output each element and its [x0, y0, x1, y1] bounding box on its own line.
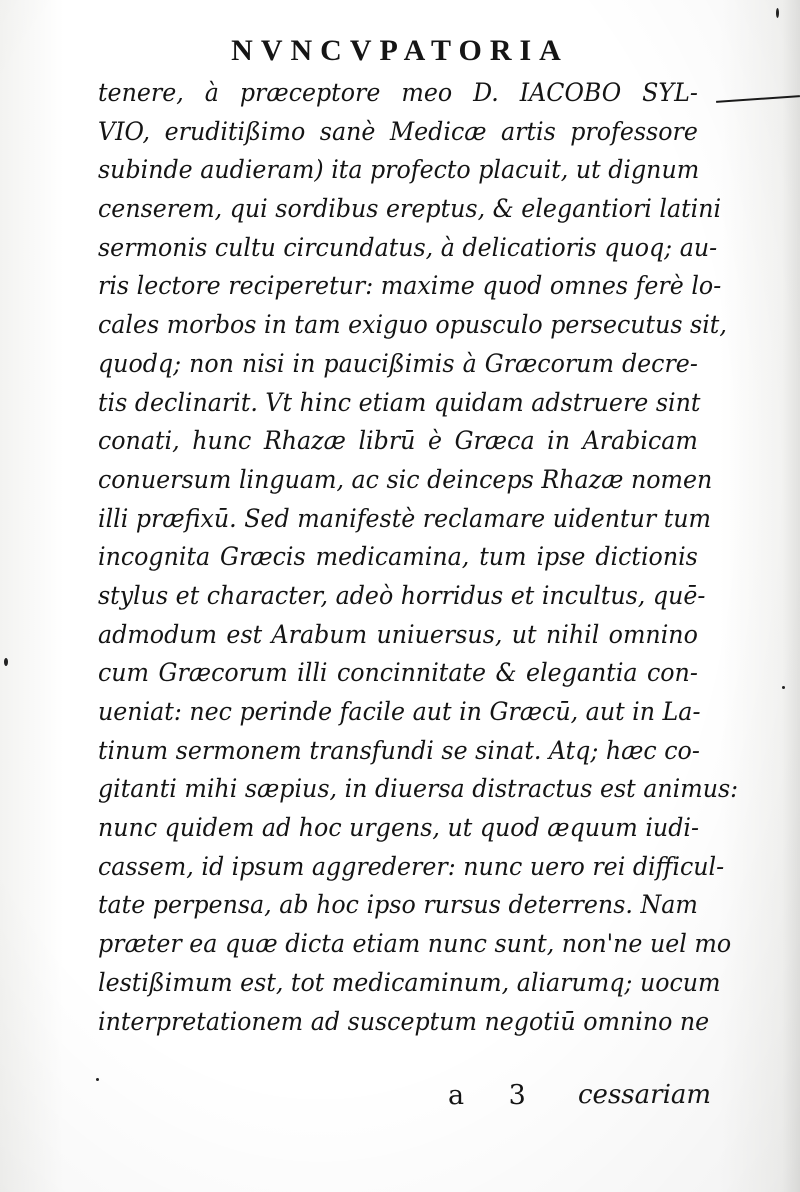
text-line-6: ris lectore reciperetur: maxime quod omnes ferè lo- [98, 271, 722, 302]
text-line-22: tate perpensa, ab hoc ipso rursus deterrens. Nam [98, 890, 698, 921]
text-line-21: cassem, id ipsum aggrederer: nunc uero rei difficul- [98, 851, 725, 882]
catchword: cessariam [578, 1080, 712, 1110]
body-text [98, 74, 739, 1041]
text-line-16: cum Græcorum illi concinnitate & elegantia con- [98, 658, 698, 689]
text-line-10: conati, hunc Rhazæ librū è Græca in Arabicam [98, 426, 698, 457]
text-line-3: subinde audieram) ita profecto placuit, ut dignum [98, 155, 700, 186]
text-line-7: cales morbos in tam exiguo opusculo persecutus sit, [98, 310, 727, 341]
ink-speck [776, 8, 779, 18]
page-footer [0, 1080, 800, 1120]
ink-speck [96, 1078, 99, 1081]
text-line-15: admodum est Arabum uniuersus, ut nihil omnino [98, 619, 698, 650]
running-head: NVNCVPATORIA [231, 34, 569, 67]
text-line-19: gitanti mihi sæpius, in diuersa distractus est animus: [98, 774, 739, 805]
text-line-20: nunc quidem ad hoc urgens, ut quod æquum iudi- [98, 813, 699, 844]
text-line-14: stylus et character, adeò horridus et incultus, quē- [98, 580, 706, 611]
text-line-24: lestißimum est, tot medicaminum, aliarumq; uocum [98, 967, 721, 998]
text-line-8: quodq; non nisi in paucißimis à Græcorum decre- [98, 348, 698, 379]
signature-mark: a 3 [448, 1080, 544, 1111]
text-line-11: conuersum linguam, ac sic deinceps Rhazæ nomen [98, 464, 713, 495]
text-line-2: VIO, eruditißimo sanè Medicæ artis professore [98, 116, 698, 147]
text-line-12: illi præfixū. Sed manifestè reclamare uidentur tum [98, 503, 712, 534]
text-line-4: censerem, qui sordibus ereptus, & elegantiori latini [98, 194, 722, 225]
page-edge-shadow [782, 0, 800, 1192]
text-line-13: incognita Græcis medicamina, tum ipse dictionis [98, 542, 698, 573]
text-line-17: ueniat: nec perinde facile aut in Græcū, aut in La- [98, 697, 701, 727]
ink-speck [4, 658, 8, 666]
text-line-1: tenere, à præceptore meo D. IACOBO SYL- [98, 78, 698, 108]
text-line-5: sermonis cultu circundatus, à delicatioris quoq; au- [98, 232, 718, 263]
text-line-9: tis declinarit. Vt hinc etiam quidam adstruere sint [98, 387, 701, 418]
text-line-25: interpretationem ad susceptum negotiū omnino ne [98, 1006, 710, 1037]
text-line-18: tinum sermonem transfundi se sinat. Atq; hæc co- [98, 735, 700, 766]
text-line-23: præter ea quæ dicta etiam nunc sunt, non'ne uel mo [98, 929, 732, 960]
